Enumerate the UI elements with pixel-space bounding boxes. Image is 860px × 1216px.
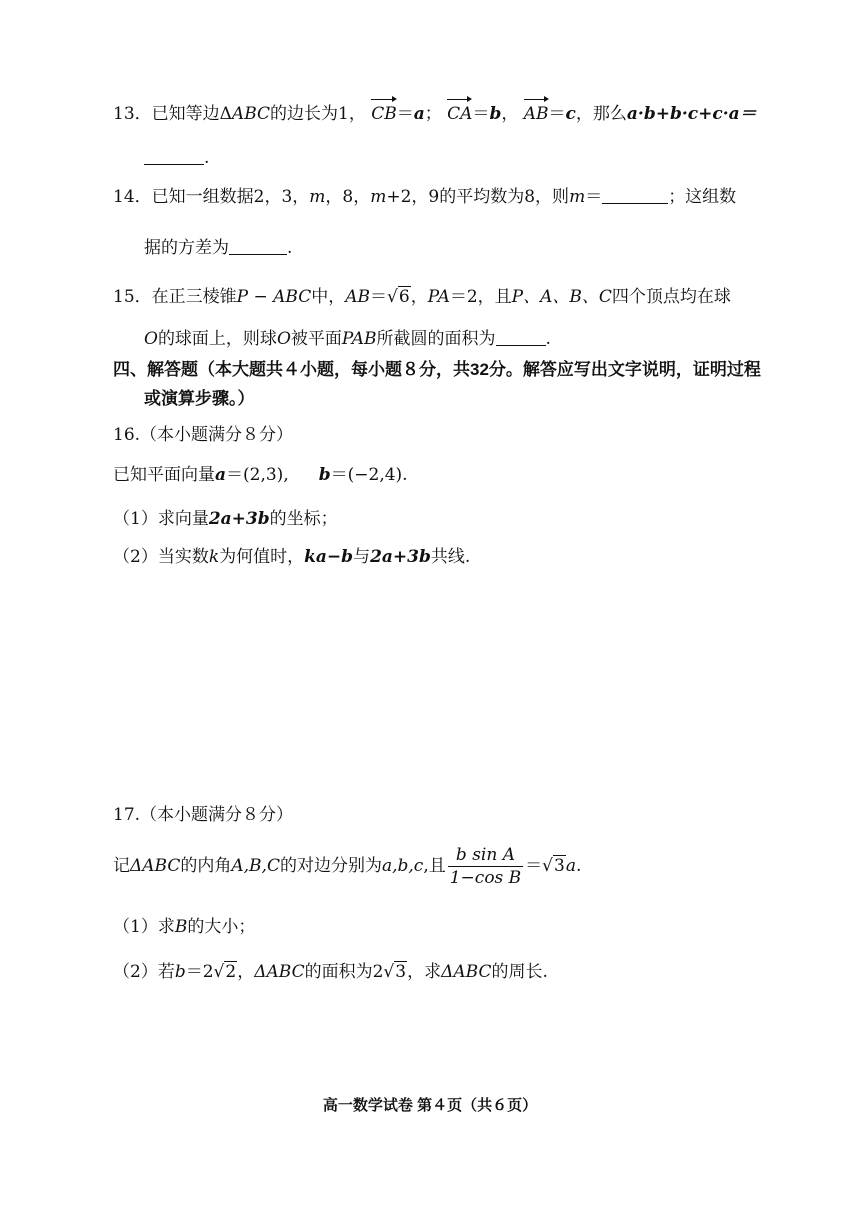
separator: ， xyxy=(501,104,519,124)
q15-text: ＝2，且 xyxy=(449,287,512,307)
page-footer: 高一数学试卷 第４页（共６页） xyxy=(322,1097,538,1114)
vector-a: a xyxy=(215,465,227,485)
q17-text: 记 xyxy=(113,856,130,876)
q15-text: 被平面 xyxy=(290,329,342,349)
dot-product-expression: a·b+b·c+c·a＝ xyxy=(626,104,757,124)
variable-m: m xyxy=(370,187,387,207)
part-label: （2） xyxy=(113,547,158,567)
q17-text: 的大小； xyxy=(187,917,256,937)
variable-a: a xyxy=(565,856,576,876)
separator: ； xyxy=(424,104,442,124)
equals: ＝ xyxy=(585,187,603,207)
question-number: 13． xyxy=(113,104,152,124)
period: . xyxy=(402,465,408,485)
section-heading-cont: 或演算步骤。） xyxy=(144,389,255,408)
sqrt-3: √3 xyxy=(383,962,407,982)
period: . xyxy=(575,856,582,876)
answer-blank[interactable] xyxy=(144,146,204,165)
question-13 xyxy=(113,102,757,126)
vector-ab: AB xyxy=(523,104,549,124)
vector-expression: ka−b xyxy=(304,547,354,567)
q15-line2 xyxy=(144,327,551,351)
q17-text: 的面积为2 xyxy=(304,962,384,982)
q17-stem xyxy=(113,841,581,891)
q16-text: 的坐标； xyxy=(269,509,338,529)
q14-text: ，8， xyxy=(325,187,371,207)
triangle-name: ABC xyxy=(231,104,271,124)
radicand: 3 xyxy=(395,962,407,982)
answer-blank[interactable] xyxy=(602,185,668,204)
vector-cb: CB xyxy=(371,104,397,124)
q17-text: 的周长. xyxy=(491,962,548,982)
q13-text: ，那么 xyxy=(575,104,627,124)
answer-blank[interactable] xyxy=(229,236,287,255)
triangle-name: ΔABC xyxy=(254,962,305,982)
vector-b: b xyxy=(489,104,502,124)
triangle-symbol: Δ xyxy=(219,104,232,124)
vertex-list: P、A、B、C xyxy=(511,287,612,307)
q16-text: 求向量 xyxy=(157,509,209,529)
q16-part2 xyxy=(113,545,470,569)
q15-text: ， xyxy=(410,287,428,307)
q16-stem xyxy=(113,463,408,487)
period: . xyxy=(204,148,210,168)
vector-a-value: ＝(2,3), xyxy=(226,465,289,485)
radicand: 2 xyxy=(225,962,237,982)
equals: ＝ xyxy=(396,104,414,124)
pyramid-name: P − ABC xyxy=(236,287,312,307)
q17-text: ＝2 xyxy=(185,962,214,982)
equals: ＝ xyxy=(370,287,388,307)
q16-header: 16.（本小题满分８分） xyxy=(113,425,294,445)
answer-blank[interactable] xyxy=(496,327,546,346)
q15-text: 四个顶点均在球 xyxy=(611,287,731,307)
angles-list: A,B,C xyxy=(231,856,280,876)
q17-text: ， xyxy=(237,962,255,982)
sqrt-2: √2 xyxy=(213,962,237,982)
sphere-o: O xyxy=(144,329,158,349)
q17-part1 xyxy=(113,915,255,939)
q14-line2 xyxy=(144,236,292,260)
q15-text: 的球面上，则球 xyxy=(157,329,277,349)
variable-m: m xyxy=(309,187,326,207)
question-number: 14． xyxy=(113,187,152,207)
edge-pa: PA xyxy=(427,287,450,307)
vector-expression: 2a+3b xyxy=(370,547,431,567)
section-heading: 四、解答题（本大题共４小题，每小题８分，共32分。解答应写出文字说明，证明过程 xyxy=(113,360,761,379)
question-14 xyxy=(113,185,736,209)
fraction-numerator: b sin A xyxy=(455,845,515,865)
fraction xyxy=(448,844,523,889)
q13-text: 的边长为1， xyxy=(270,104,366,124)
triangle-name: ΔABC xyxy=(441,962,492,982)
part-label: （1） xyxy=(113,509,158,529)
part-label: （2） xyxy=(113,962,158,982)
q17-part2 xyxy=(113,960,548,984)
period: . xyxy=(287,238,293,258)
variable-m: m xyxy=(569,187,586,207)
radicand: 3 xyxy=(554,856,565,876)
question-number: 15． xyxy=(113,287,152,307)
variable-k: k xyxy=(208,547,220,567)
q16-text: 共线. xyxy=(430,547,471,567)
question-15 xyxy=(113,285,731,309)
equals: ＝ xyxy=(548,104,566,124)
q13-text: 已知等边 xyxy=(151,104,220,124)
variable-b-angle: B xyxy=(174,917,188,937)
sqrt-6: √6 xyxy=(387,287,410,307)
q17-text: ，求 xyxy=(407,962,442,982)
q17-text: ,且 xyxy=(423,856,446,876)
sphere-o: O xyxy=(276,329,291,349)
radicand: 6 xyxy=(398,287,410,307)
q14-text: 据的方差为 xyxy=(144,238,229,258)
vector-c: c xyxy=(565,104,576,124)
vector-b-value: ＝(−2,4) xyxy=(330,465,403,485)
q14-text: ；这组数 xyxy=(668,187,737,207)
part-label: （1） xyxy=(113,917,158,937)
q14-text: 已知一组数据2，3， xyxy=(151,187,310,207)
q16-text: 为何值时， xyxy=(219,547,305,567)
vector-ca: CA xyxy=(447,104,473,124)
q15-text: 在正三棱锥 xyxy=(151,287,237,307)
q15-text: 所截圆的面积为 xyxy=(376,329,496,349)
q17-text: 的内角 xyxy=(180,856,232,876)
sqrt-3: √3 xyxy=(542,856,565,876)
sides-list: a,b,c xyxy=(381,856,424,876)
edge-ab: AB xyxy=(345,287,371,307)
vector-expression: 2a+3b xyxy=(208,509,270,529)
equals: ＝ xyxy=(472,104,490,124)
q16-text: 当实数 xyxy=(157,547,209,567)
period: . xyxy=(545,329,551,349)
q16-part1 xyxy=(113,507,338,531)
vector-b: b xyxy=(318,465,331,485)
q17-text: 若 xyxy=(157,962,175,982)
fraction-denominator: 1−cos B xyxy=(449,868,522,888)
vector-a: a xyxy=(413,104,425,124)
q17-text: 求 xyxy=(157,917,175,937)
q15-text: 中， xyxy=(311,287,346,307)
q17-header: 17.（本小题满分８分） xyxy=(113,805,294,825)
triangle-name: ΔABC xyxy=(130,856,181,876)
q13-answer-line xyxy=(144,146,209,170)
q16-text: 已知平面向量 xyxy=(113,465,215,485)
q14-text: +2，9的平均数为8，则 xyxy=(386,187,570,207)
variable-b: b xyxy=(174,962,186,982)
equals: ＝ xyxy=(525,856,543,876)
plane-pab: PAB xyxy=(341,329,377,349)
q17-text: 的对边分别为 xyxy=(279,856,382,876)
q16-text: 与 xyxy=(353,547,371,567)
